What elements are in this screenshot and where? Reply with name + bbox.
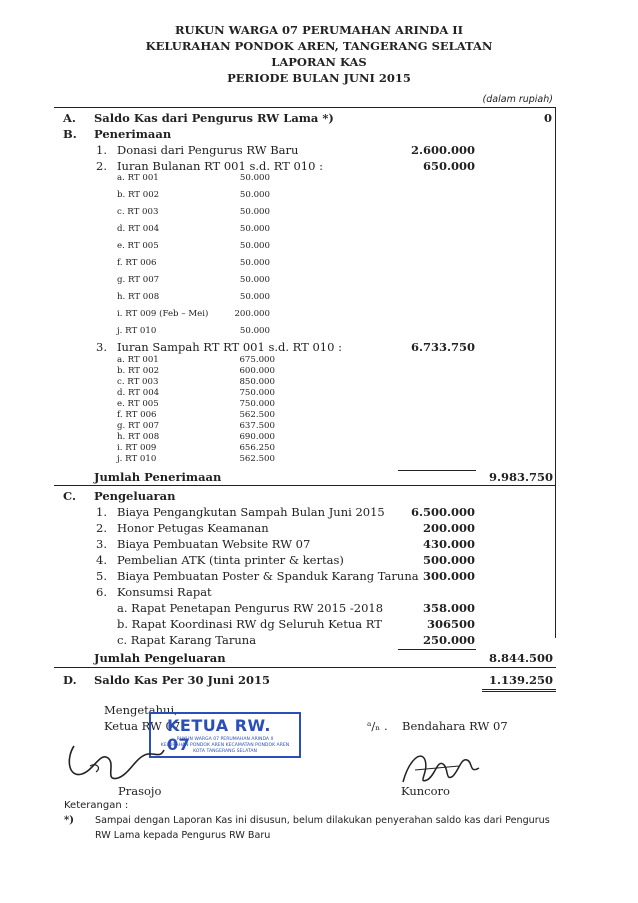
- list-item-value: 562.500: [239, 410, 275, 420]
- list-item-value: 50.000: [239, 275, 270, 285]
- header-line-2: KELURAHAN PONDOK AREN, TANGERANG SELATAN: [145, 39, 493, 53]
- list-item-value: 675.000: [239, 355, 275, 365]
- c-sub-value: 306500: [426, 617, 475, 631]
- list-item: b. RT 002: [117, 190, 160, 200]
- list-item: j. RT 010: [117, 454, 157, 464]
- list-item: c. RT 003: [117, 207, 159, 217]
- section-b-title: Penerimaan: [94, 127, 172, 141]
- c-item-label: Biaya Pengangkutan Sampah Bulan Juni 2015: [117, 505, 385, 519]
- c-sub-value: 250.000: [422, 633, 475, 647]
- c-item-label: Pembelian ATK (tinta printer & kertas): [117, 553, 344, 567]
- b-item2-label: Iuran Bulanan RT 001 s.d. RT 010 :: [117, 159, 323, 173]
- c-sub-value: 358.000: [422, 601, 475, 615]
- bendahara-title: Bendahara RW 07: [402, 719, 508, 733]
- list-item-value: 50.000: [239, 241, 270, 251]
- list-item: f. RT 006: [117, 258, 157, 268]
- list-item-value: 750.000: [239, 388, 275, 398]
- b-item3-label: Iuran Sampah RT RT 001 s.d. RT 010 :: [117, 340, 342, 354]
- b-total-label: Jumlah Penerimaan: [94, 470, 222, 484]
- ketua-signature: [60, 728, 170, 788]
- c-total-value: 8.844.500: [488, 651, 553, 665]
- c-item-num: 4.: [96, 553, 107, 567]
- list-item-value: 50.000: [239, 326, 270, 336]
- section-a-value: 0: [543, 111, 552, 125]
- b-item1-value: 2.600.000: [410, 143, 475, 157]
- list-item: c. RT 003: [117, 377, 159, 387]
- b-item1-num: 1.: [96, 143, 107, 157]
- list-item-value: 200.000: [234, 309, 270, 319]
- list-item: i. RT 009 (Feb – Mei): [117, 309, 209, 319]
- section-a-letter: A.: [63, 111, 76, 125]
- stamp-title: KETUA RW. 07: [167, 716, 271, 754]
- list-item-value: 50.000: [239, 173, 270, 183]
- list-item: e. RT 005: [117, 241, 159, 251]
- table-right-border: [555, 107, 556, 638]
- list-item-value: 656.250: [239, 443, 275, 453]
- list-item: e. RT 005: [117, 399, 159, 409]
- list-item: a. RT 001: [117, 173, 159, 183]
- section-a-title: Saldo Kas dari Pengurus RW Lama *): [94, 111, 334, 125]
- mengetahui-label: Mengetahui,: [104, 703, 178, 717]
- notes-marker: *): [64, 815, 74, 826]
- list-item: a. RT 001: [117, 355, 159, 365]
- list-item-value: 637.500: [239, 421, 275, 431]
- list-item: d. RT 004: [117, 224, 160, 234]
- list-item-value: 50.000: [239, 292, 270, 302]
- section-divider: [54, 485, 556, 486]
- section-b-letter: B.: [63, 127, 77, 141]
- header-line-3: LAPORAN KAS: [271, 55, 367, 69]
- list-item-value: 600.000: [239, 366, 275, 376]
- b-item2-num: 2.: [96, 159, 107, 173]
- c-total-label: Jumlah Pengeluaran: [94, 651, 226, 665]
- list-item: h. RT 008: [117, 432, 160, 442]
- c-item-value: 430.000: [422, 537, 475, 551]
- c-sub-label: a. Rapat Penetapan Pengurus RW 2015 -2018: [117, 601, 384, 615]
- c-item-value: 300.000: [422, 569, 475, 583]
- list-item: g. RT 007: [117, 275, 160, 285]
- c-item-num: 2.: [96, 521, 107, 535]
- stamp-line-3: KOTA TANGERANG SELATAN: [193, 749, 257, 754]
- list-item: i. RT 009: [117, 443, 157, 453]
- c-item-label: Biaya Pembuatan Website RW 07: [117, 537, 311, 551]
- b-item3-value: 6.733.750: [410, 340, 475, 354]
- list-item-value: 562.500: [239, 454, 275, 464]
- c-item-value: 200.000: [422, 521, 475, 535]
- c-sub-label: c. Rapat Karang Taruna: [117, 633, 257, 647]
- header-line-4: PERIODE BULAN JUNI 2015: [227, 71, 411, 85]
- notes-line-1: Sampai dengan Laporan Kas ini disusun, belum dilakukan penyerahan saldo kas dari Pengurus: [95, 815, 550, 826]
- b-item2-value: 650.000: [422, 159, 475, 173]
- section-d-title: Saldo Kas Per 30 Juni 2015: [94, 673, 271, 687]
- section-c-title: Pengeluaran: [94, 489, 176, 503]
- notes-line-2: RW Lama kepada Pengurus RW Baru: [95, 830, 271, 841]
- section-d-value: 1.139.250: [488, 673, 553, 687]
- subtotal-rule: [398, 470, 476, 471]
- list-item-value: 50.000: [239, 190, 270, 200]
- table-top-rule: [54, 107, 556, 108]
- total-underline: [482, 689, 556, 690]
- header-line-1: RUKUN WARGA 07 PERUMAHAN ARINDA II: [174, 23, 464, 37]
- c-item-label: Honor Petugas Keamanan: [117, 521, 269, 535]
- list-item: h. RT 008: [117, 292, 160, 302]
- c-item-num: 5.: [96, 569, 107, 583]
- subtotal-rule: [398, 649, 476, 650]
- list-item: b. RT 002: [117, 366, 160, 376]
- c-item-num: 6.: [96, 585, 107, 599]
- list-item: d. RT 004: [117, 388, 160, 398]
- list-item-value: 50.000: [239, 258, 270, 268]
- bendahara-prefix: ᵃ/ₙ .: [367, 719, 388, 733]
- list-item: f. RT 006: [117, 410, 157, 420]
- unit-note: (dalam rupiah): [482, 94, 553, 105]
- ketua-name: Prasojo: [118, 784, 162, 798]
- stamp-line-2: KELURAHAN PONDOK AREN KECAMATAN PONDOK AREN: [160, 743, 290, 748]
- c-sub-label: b. Rapat Koordinasi RW dg Seluruh Ketua RT: [117, 617, 382, 631]
- c-item-num: 1.: [96, 505, 107, 519]
- b-item1-label: Donasi dari Pengurus RW Baru: [117, 143, 299, 157]
- b-item3-num: 3.: [96, 340, 107, 354]
- notes-label: Keterangan :: [64, 800, 129, 811]
- ketua-title: Ketua RW 07: [104, 719, 181, 733]
- section-d-letter: D.: [63, 673, 77, 687]
- list-item-value: 850.000: [239, 377, 275, 387]
- ketua-stamp: [149, 712, 301, 758]
- c-item-num: 3.: [96, 537, 107, 551]
- c-item-value: 500.000: [422, 553, 475, 567]
- b-total-value: 9.983.750: [488, 470, 553, 484]
- list-item-value: 50.000: [239, 224, 270, 234]
- c-item-label: Konsumsi Rapat: [117, 585, 212, 599]
- total-double-underline: [482, 691, 556, 692]
- list-item-value: 750.000: [239, 399, 275, 409]
- list-item-value: 690.000: [239, 432, 275, 442]
- bendahara-name: Kuncoro: [401, 784, 450, 798]
- stamp-line-1: RUKUN WARGA 07 PERUMAHAN ARINDA II: [176, 737, 274, 742]
- section-c-letter: C.: [63, 489, 76, 503]
- list-item-value: 50.000: [239, 207, 270, 217]
- c-item-value: 6.500.000: [410, 505, 475, 519]
- c-item-label: Biaya Pembuatan Poster & Spanduk Karang Taruna: [117, 569, 419, 583]
- list-item: g. RT 007: [117, 421, 160, 431]
- list-item: j. RT 010: [117, 326, 157, 336]
- section-divider: [54, 667, 556, 668]
